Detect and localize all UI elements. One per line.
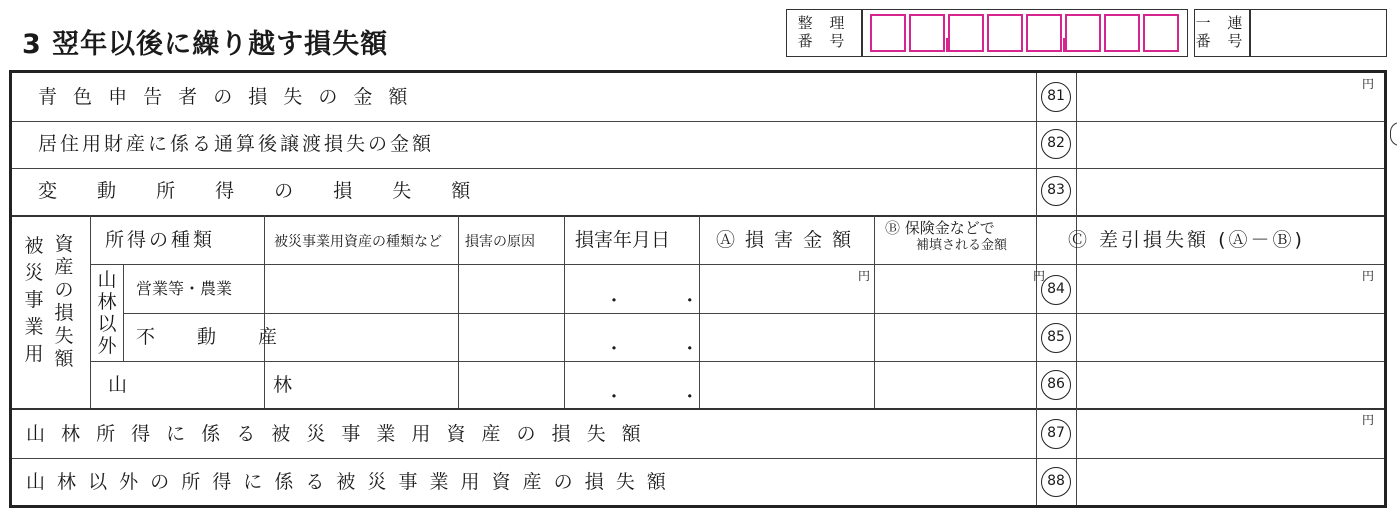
section-rule xyxy=(12,215,1384,217)
row-85-asset-input[interactable] xyxy=(266,315,457,360)
row-88-label: 山 林 以 外 の 所 得 に 係 る 被 災 事 業 用 資 産 の 損 失 額 xyxy=(26,471,669,493)
row-86-date-dots[interactable]: ・ ・ xyxy=(605,387,725,408)
section-title: 3 翌年以後に繰り越す損失額 xyxy=(22,29,389,60)
row-86-insurance-input[interactable] xyxy=(876,363,1035,407)
row-86-cause-input[interactable] xyxy=(460,363,563,407)
separator-mark xyxy=(946,38,949,52)
row-84-damage-input[interactable] xyxy=(701,266,873,312)
yen-unit: 円 xyxy=(1362,269,1375,283)
seiri-bango-label-box xyxy=(786,9,862,57)
seiri-digit-box[interactable] xyxy=(987,14,1023,52)
col-rule xyxy=(90,215,91,408)
row-81-amount-input[interactable] xyxy=(1078,73,1383,120)
row-85-cause-input[interactable] xyxy=(460,315,563,360)
row-83-amount-input[interactable] xyxy=(1078,169,1383,214)
seiri-digit-box[interactable] xyxy=(1104,14,1140,52)
ichiren-bango-label: 番 号 xyxy=(1195,32,1249,50)
col-header-asset-kind: 被災事業用資産の種類など xyxy=(274,234,442,250)
col-header-cause: 損害の原因 xyxy=(465,234,535,250)
col-header-diff: Ⓒ 差引損失額 (Ⓐ－Ⓑ) xyxy=(1068,229,1305,251)
col-header-damage: Ⓐ 損 害 金 額 xyxy=(716,229,854,251)
separator-mark xyxy=(1063,38,1066,52)
row-81-label: 青 色 申 告 者 の 損 失 の 金 額 xyxy=(38,86,413,108)
row-rule xyxy=(123,313,1384,314)
col-rule xyxy=(1076,73,1077,505)
row-83-number: 83 xyxy=(1041,176,1071,206)
col-header-type: 所得の種類 xyxy=(105,229,216,251)
row-84-diff-input[interactable] xyxy=(1078,266,1383,312)
yen-unit: 円 xyxy=(1362,413,1375,427)
row-84-date-dots[interactable]: ・ ・ xyxy=(605,291,725,312)
row-86-type: 山 林 xyxy=(108,374,363,396)
yen-unit: 円 xyxy=(1033,269,1046,283)
seiri-digit-box[interactable] xyxy=(1143,14,1179,52)
col-rule xyxy=(874,215,875,408)
ichiren-label: 一 連 xyxy=(1195,14,1249,32)
col-rule xyxy=(564,215,565,408)
row-84-type: 営業等・農業 xyxy=(136,279,233,298)
side-label-col1: 被災事業用 xyxy=(24,235,44,365)
row-85-date-dots[interactable]: ・ ・ xyxy=(605,339,725,360)
row-86-diff-input[interactable] xyxy=(1078,363,1383,407)
row-rule xyxy=(90,361,1384,362)
row-rule xyxy=(90,264,1384,265)
seiri-digit-box[interactable] xyxy=(948,14,984,52)
seiri-label: 整 理 xyxy=(797,14,851,32)
row-82-amount-input[interactable] xyxy=(1078,122,1383,167)
row-86-number: 86 xyxy=(1041,370,1071,400)
row-86-damage-input[interactable] xyxy=(701,363,873,407)
row-82-label: 居住用財産に係る通算後譲渡損失の金額 xyxy=(38,133,435,155)
row-86-asset-input[interactable] xyxy=(266,363,457,407)
row-85-damage-input[interactable] xyxy=(701,315,873,360)
sanrin-igai-label: 山林以外 xyxy=(97,269,117,357)
col-rule xyxy=(458,215,459,408)
row-87-label: 山 林 所 得 に 係 る 被 災 事 業 用 資 産 の 損 失 額 xyxy=(26,423,646,445)
row-84-asset-input[interactable] xyxy=(266,266,457,312)
loss-carryforward-table xyxy=(9,70,1387,508)
row-85-diff-input[interactable] xyxy=(1078,315,1383,360)
yen-unit: 円 xyxy=(858,269,871,283)
row-84-cause-input[interactable] xyxy=(460,266,563,312)
col-header-date: 損害年月日 xyxy=(575,229,671,251)
row-81-number: 81 xyxy=(1041,82,1071,112)
col-rule xyxy=(1036,73,1037,505)
seiri-digit-box[interactable] xyxy=(1026,14,1062,52)
col-rule xyxy=(123,264,124,361)
bango-label: 番 号 xyxy=(797,32,851,50)
row-82-number: 82 xyxy=(1041,129,1071,159)
row-88-amount-input[interactable] xyxy=(1078,459,1383,505)
yen-unit: 円 xyxy=(1362,77,1375,91)
edge-bracket-mark xyxy=(1390,122,1397,146)
row-88-number: 88 xyxy=(1041,467,1071,497)
col-header-insurance-line1: Ⓑ 保険金などで xyxy=(885,219,995,237)
row-84-number: 84 xyxy=(1041,275,1071,305)
seiri-digit-box[interactable] xyxy=(1065,14,1101,52)
row-85-type: 不 動 産 xyxy=(136,326,296,348)
row-85-insurance-input[interactable] xyxy=(876,315,1035,360)
ichiren-bango-label-box xyxy=(1194,9,1250,57)
row-87-number: 87 xyxy=(1041,419,1071,449)
row-87-amount-input[interactable] xyxy=(1078,410,1383,457)
seiri-digit-box[interactable] xyxy=(870,14,906,52)
ichiren-bango-input[interactable] xyxy=(1250,9,1387,57)
row-85-number: 85 xyxy=(1041,323,1071,353)
seiri-digit-box[interactable] xyxy=(909,14,945,52)
row-83-label: 変 動 所 得 の 損 失 額 xyxy=(38,180,488,202)
row-84-insurance-input[interactable] xyxy=(876,266,1035,312)
col-header-insurance-line2: 補填される金額 xyxy=(916,238,1008,253)
side-label-col2: 資産の損失額 xyxy=(54,233,74,370)
